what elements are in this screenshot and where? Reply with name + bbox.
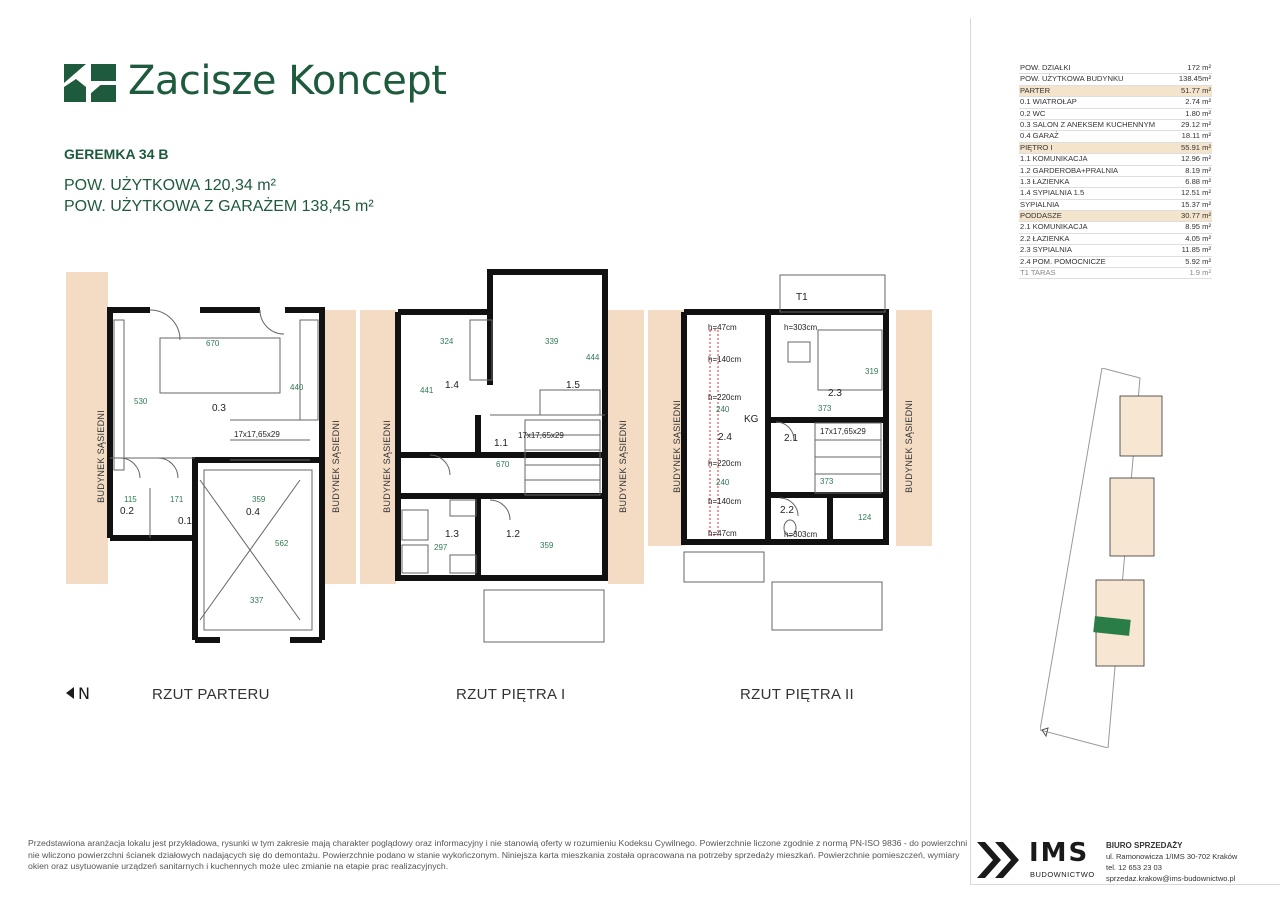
office-email[interactable]: sprzedaz.krakow@ims-budownictwo.pl: [1106, 874, 1236, 883]
area-value: 12.51 m²: [1181, 188, 1211, 198]
area-label: SYPIALNIA: [1020, 199, 1060, 209]
height-label: h=303cm: [784, 323, 818, 332]
dim-label: 324: [440, 337, 454, 346]
dim-label: 670: [496, 460, 510, 469]
neighbor-label: BUDYNEK SĄSIEDNI: [96, 410, 106, 503]
area-label: 0.3 SALON Z ANEKSEM KUCHENNYM: [1020, 119, 1156, 129]
office-title: BIURO SPRZEDAŻY: [1106, 841, 1183, 850]
area-value: 51.77 m²: [1181, 85, 1211, 95]
ground-floor-plan: [100, 280, 340, 670]
brand-name: Zacisze Koncept: [128, 58, 447, 104]
height-label: h=220cm: [708, 393, 742, 402]
room-number: 0.1: [178, 516, 192, 527]
north-label: N: [78, 684, 90, 702]
area-label: 0.1 WIATROŁAP: [1020, 97, 1077, 107]
stairs-label: 17x17,65x29: [518, 431, 564, 440]
stairs-label: 17x17,65x29: [234, 430, 280, 439]
area-label: 2.2 ŁAZIENKA: [1020, 233, 1070, 243]
areas-table-row: [1019, 245, 1212, 256]
dim-label: 240: [716, 405, 730, 414]
areas-table-row: [1019, 109, 1212, 120]
company-name: IMS: [1029, 838, 1090, 868]
dim-label: 359: [252, 495, 266, 504]
room-number: 1.1: [494, 438, 508, 449]
usable-area-with-garage: POW. UŻYTKOWA Z GARAŻEM 138,45 m²: [64, 198, 374, 215]
areas-table: [1019, 63, 1212, 279]
unit-address: GEREMKA 34 B: [64, 146, 169, 162]
areas-table-row: [1019, 63, 1212, 74]
area-label: 1.1 KOMUNIKACJA: [1020, 154, 1088, 164]
areas-table-row: [1019, 74, 1212, 85]
company-subtitle: BUDOWNICTWO: [1030, 870, 1095, 879]
ground-floor-label: RZUT PARTERU: [152, 686, 270, 703]
area-value: 138.45m²: [1178, 74, 1211, 84]
site-plan: [1040, 368, 1180, 748]
areas-table-row: [1019, 257, 1212, 268]
area-label: 1.4 SYPIALNIA 1.5: [1020, 188, 1085, 198]
area-value: 172 m²: [1187, 63, 1211, 72]
area-value: 15.37 m²: [1181, 199, 1211, 209]
areas-table-row: [1019, 177, 1212, 188]
dim-label: 373: [818, 404, 832, 413]
neighbor-label: BUDYNEK SĄSIEDNI: [672, 400, 682, 493]
neighbor-building-right: [896, 310, 932, 546]
area-label: PODDASZE: [1020, 211, 1062, 221]
area-value: 1.9 m²: [1189, 268, 1211, 278]
height-label: h=303cm: [784, 530, 818, 539]
room-number: 1.4: [445, 380, 459, 391]
area-value: 4.05 m²: [1185, 233, 1211, 243]
room-number: 0.3: [212, 403, 226, 414]
office-address: ul. Ramonowicza 1/IMS 30-702 Kraków: [1106, 852, 1238, 861]
areas-table-row: [1019, 200, 1212, 211]
area-value: 29.12 m²: [1181, 119, 1211, 129]
area-value: 1.80 m²: [1185, 108, 1211, 118]
area-label: POW. DZIAŁKI: [1020, 63, 1071, 72]
disclaimer: Przedstawiona aranżacja lokalu jest przykładowa, rysunki w tym zakresie mają charakter poglądowy oraz informacyjny i nie stanowią oferty w rozumieniu Kodeksu Cywilnego. Powierzchnie liczone zgodnie z normą PN-ISO 9836 - do powierzchni nie wliczono powierzchni ścianek działowych nadających się do demontażu. Powierzchnie podano w stanie wykończonym. Niniejsza karta mieszkania została opracowana na potrzeby sprzedaży mieszkań. Powierzchnie pomieszczeń, wymiary okien oraz usytuowanie urządzeń sanitarnych i kuchennych może ulec zmianie na etapie prac realizacyjnych.: [28, 838, 968, 871]
dim-label: 339: [545, 337, 559, 346]
second-floor-plan: [680, 270, 900, 650]
area-label: 0.2 WC: [1020, 108, 1046, 118]
area-label: 2.1 KOMUNIKACJA: [1020, 222, 1088, 232]
dim-label: 562: [275, 539, 289, 548]
room-number: KG: [744, 414, 759, 425]
neighbor-label: BUDYNEK SĄSIEDNI: [618, 420, 628, 513]
areas-table-row: [1019, 143, 1212, 154]
area-label: 0.4 GARAŻ: [1020, 131, 1059, 141]
room-number: 1.3: [445, 529, 459, 540]
dim-label: 444: [586, 353, 600, 362]
area-value: 5.92 m²: [1185, 256, 1211, 266]
dim-label: 440: [290, 383, 304, 392]
area-value: 8.95 m²: [1185, 222, 1211, 232]
dim-label: 240: [716, 478, 730, 487]
dim-label: 441: [420, 386, 434, 395]
neighbor-label: BUDYNEK SĄSIEDNI: [382, 420, 392, 513]
areas-table-row: [1019, 222, 1212, 233]
height-label: h=140cm: [708, 355, 742, 364]
area-label: 1.3 ŁAZIENKA: [1020, 176, 1070, 186]
room-number: 2.4: [718, 432, 732, 443]
area-value: 8.19 m²: [1185, 165, 1211, 175]
dim-label: 124: [858, 513, 872, 522]
area-value: 2.74 m²: [1185, 97, 1211, 107]
areas-table-row: [1019, 211, 1212, 222]
areas-table-row: [1019, 131, 1212, 142]
dim-label: 337: [250, 596, 264, 605]
areas-table-row: [1019, 86, 1212, 97]
office-phone: tel. 12 653 23 03: [1106, 863, 1162, 872]
area-value: 12.96 m²: [1181, 154, 1211, 164]
area-label: 1.2 GARDEROBA+PRALNIA: [1020, 165, 1119, 175]
area-value: 18.11 m²: [1181, 131, 1211, 141]
area-value: 6.88 m²: [1185, 176, 1211, 186]
areas-table-row: [1019, 97, 1212, 108]
areas-table-row: [1019, 166, 1212, 177]
room-number: 1.2: [506, 529, 520, 540]
stairs-label: 17x17,65x29: [820, 427, 866, 436]
areas-table-row: [1019, 234, 1212, 245]
ims-logo-icon: [977, 842, 1023, 878]
first-floor-label: RZUT PIĘTRA I: [456, 686, 566, 703]
dim-label: 115: [124, 495, 137, 504]
dim-label: 359: [540, 541, 554, 550]
frame-line: [970, 884, 1280, 885]
room-number: 2.1: [784, 433, 798, 444]
north-arrow-icon: [64, 684, 100, 702]
room-number: 2.2: [780, 505, 794, 516]
first-floor-plan: [390, 260, 620, 650]
sidebar-divider: [970, 18, 971, 884]
areas-table-row: [1019, 188, 1212, 199]
height-label: h=47cm: [708, 529, 737, 538]
dim-label: 319: [865, 367, 879, 376]
neighbor-label: BUDYNEK SĄSIEDNI: [904, 400, 914, 493]
areas-table-row: [1019, 268, 1212, 279]
room-number: 0.4: [246, 507, 260, 518]
height-label: h=47cm: [708, 323, 737, 332]
area-value: 30.77 m²: [1181, 211, 1211, 221]
room-number: 1.5: [566, 380, 580, 391]
area-value: 55.91 m²: [1181, 142, 1211, 152]
area-label: POW. UŻYTKOWA BUDYNKU: [1020, 74, 1124, 84]
height-label: h=220cm: [708, 459, 742, 468]
room-number: 0.2: [120, 506, 134, 517]
brand-logo-icon: [64, 64, 116, 102]
area-label: 2.4 POM. POMOCNICZE: [1020, 256, 1106, 266]
dim-label: 530: [134, 397, 148, 406]
dim-label: 171: [170, 495, 184, 504]
area-value: 11.85 m²: [1181, 245, 1211, 255]
room-number: T1: [796, 292, 808, 303]
dim-label: 297: [434, 543, 448, 552]
height-label: h=140cm: [708, 497, 742, 506]
sales-office: [1106, 840, 1237, 884]
area-label: PARTER: [1020, 85, 1051, 95]
areas-table-row: [1019, 154, 1212, 165]
usable-area: POW. UŻYTKOWA 120,34 m²: [64, 177, 276, 194]
area-label: 2.3 SYPIALNIA: [1020, 245, 1072, 255]
areas-table-row: [1019, 120, 1212, 131]
area-label: PIĘTRO I: [1020, 142, 1053, 152]
neighbor-label: BUDYNEK SĄSIEDNI: [331, 420, 341, 513]
second-floor-label: RZUT PIĘTRA II: [740, 686, 854, 703]
room-number: 2.3: [828, 388, 842, 399]
dim-label: 373: [820, 477, 834, 486]
area-label: T1 TARAS: [1020, 268, 1056, 278]
dim-label: 670: [206, 339, 220, 348]
